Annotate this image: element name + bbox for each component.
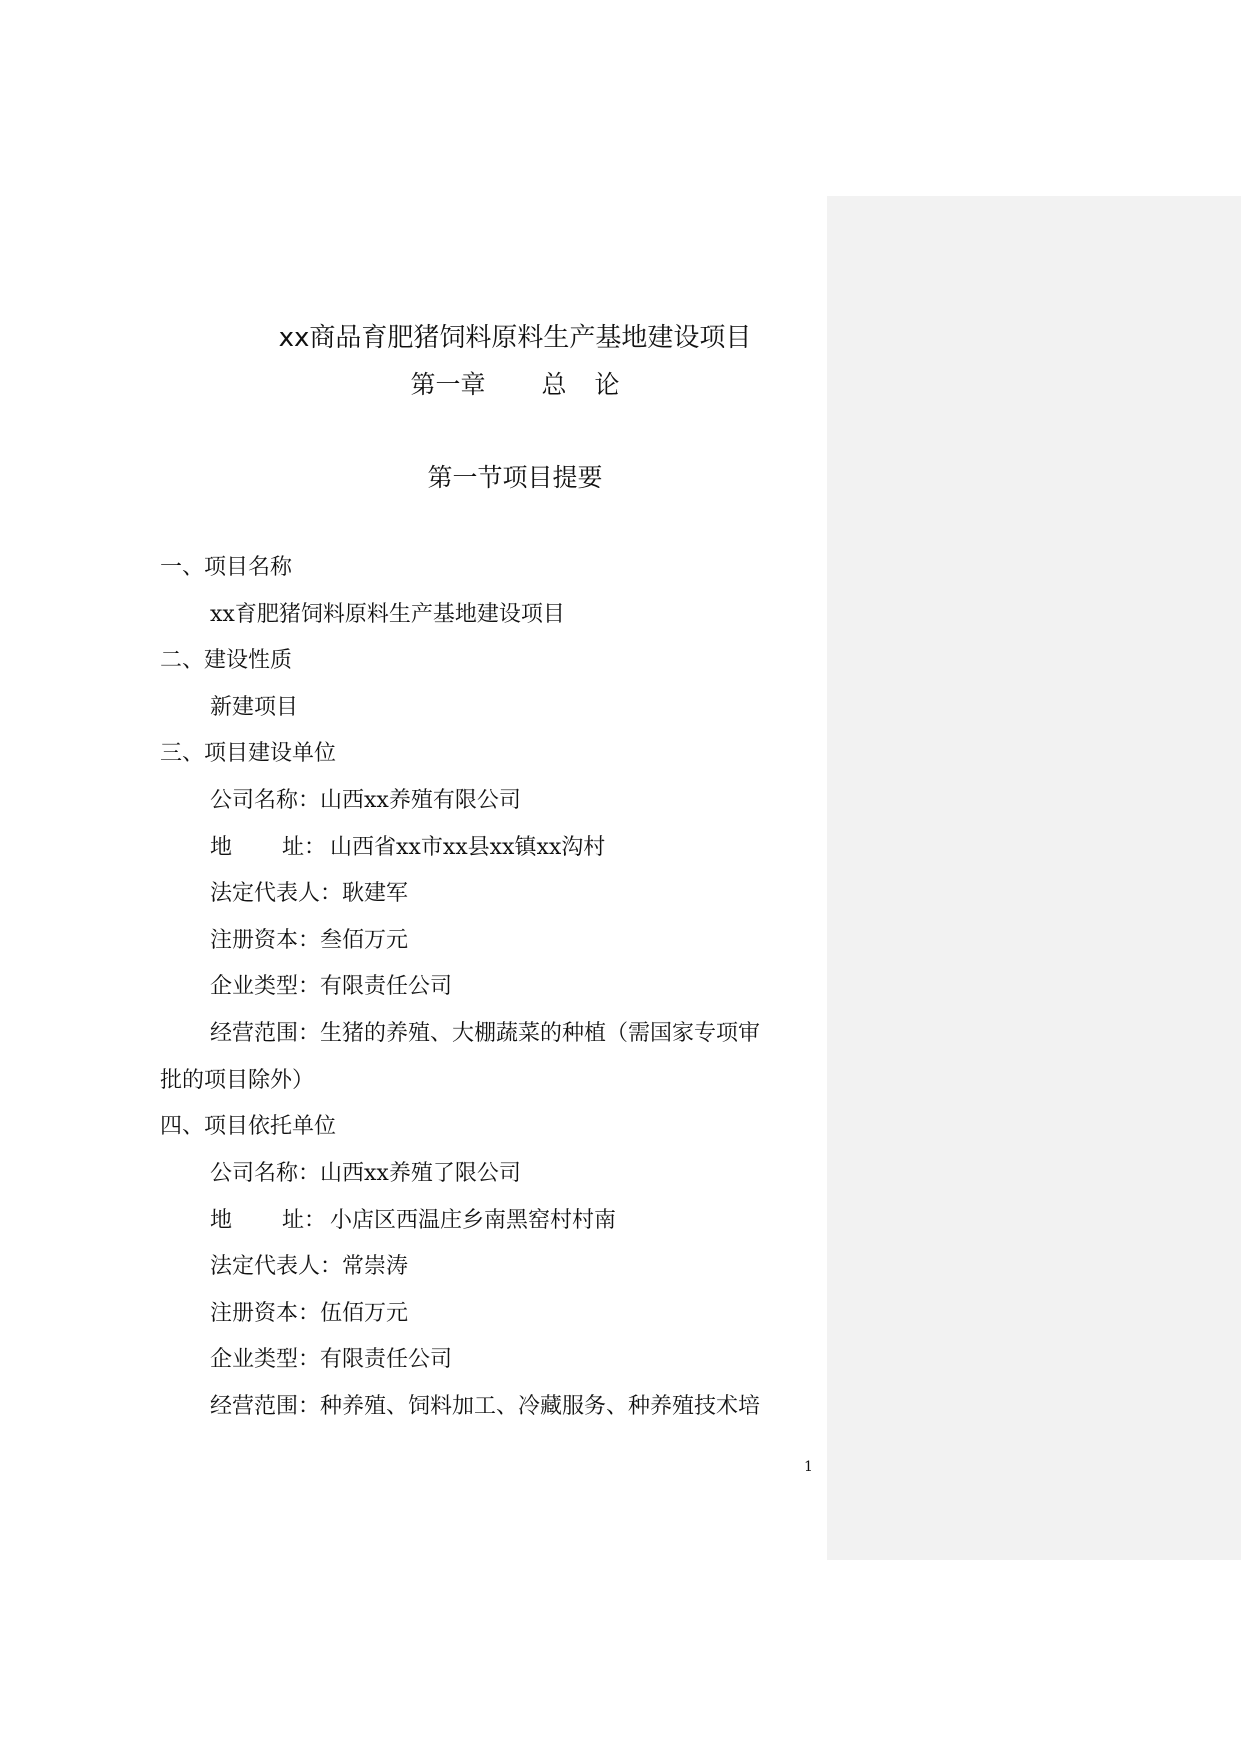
builder-rep-label: 法定代表人： <box>210 881 343 906</box>
sponsor-company-row <box>210 1158 521 1190</box>
sponsor-address-row <box>210 1205 616 1237</box>
builder-type-row <box>210 971 452 1003</box>
sponsor-scope-row <box>210 1391 760 1423</box>
heading-construction-nature: 二、建设性质 <box>160 648 293 673</box>
builder-company-label: 公司名称： <box>210 788 321 813</box>
builder-type-value: 有限责任公司 <box>320 974 453 999</box>
sponsor-company-value: 山西xx养殖了限公司 <box>320 1161 521 1186</box>
builder-scope-label: 经营范围： <box>210 1021 321 1046</box>
builder-capital-value: 叁佰万元 <box>320 928 409 953</box>
builder-scope-line-2: 批的项目除外） <box>160 1068 315 1093</box>
builder-capital-row <box>210 925 408 957</box>
document-title: xx商品育肥猪饲料原料生产基地建设项目 <box>278 323 752 353</box>
chapter-word-2: 论 <box>594 370 620 399</box>
project-name-value: xx育肥猪饲料原料生产基地建设项目 <box>210 602 565 627</box>
sponsor-type-value: 有限责任公司 <box>320 1347 453 1372</box>
chapter-label: 第一章 <box>410 370 486 399</box>
sponsor-capital-row <box>210 1298 408 1330</box>
chapter-word-1: 总 <box>541 370 567 399</box>
sponsor-address-value: 小店区西温庄乡南黑窑村村南 <box>330 1208 617 1233</box>
builder-address-label-1: 地 <box>210 835 233 860</box>
sponsor-scope-line-1: 种养殖、饲料加工、冷藏服务、种养殖技术培 <box>320 1394 761 1419</box>
heading-project-name: 一、项目名称 <box>160 555 293 580</box>
builder-type-label: 企业类型： <box>210 974 321 999</box>
sponsor-type-row <box>210 1344 452 1376</box>
construction-nature-value: 新建项目 <box>210 695 299 720</box>
sponsor-company-label: 公司名称： <box>210 1161 321 1186</box>
builder-capital-label: 注册资本： <box>210 928 321 953</box>
sponsor-address-label-2: 址： <box>282 1208 327 1233</box>
builder-rep-row <box>210 878 408 910</box>
heading-builder: 三、项目建设单位 <box>160 741 337 766</box>
builder-company-value: 山西xx养殖有限公司 <box>320 788 521 813</box>
chapter-title <box>0 365 1030 405</box>
builder-address-row <box>210 832 605 864</box>
sponsor-rep-label: 法定代表人： <box>210 1254 343 1279</box>
builder-address-value: 山西省xx市xx县xx镇xx沟村 <box>330 835 606 860</box>
builder-company-row <box>210 785 521 817</box>
builder-rep-value: 耿建军 <box>342 881 409 906</box>
sponsor-capital-value: 伍佰万元 <box>320 1301 409 1326</box>
sponsor-type-label: 企业类型： <box>210 1347 321 1372</box>
sponsor-rep-row <box>210 1251 408 1283</box>
page-number: 1 <box>804 1459 813 1475</box>
sponsor-capital-label: 注册资本： <box>210 1301 321 1326</box>
heading-sponsor: 四、项目依托单位 <box>160 1114 337 1139</box>
builder-scope-line-1: 生猪的养殖、大棚蔬菜的种植（需国家专项审 <box>320 1021 761 1046</box>
builder-address-label-2: 址： <box>282 835 327 860</box>
sponsor-scope-label: 经营范围： <box>210 1394 321 1419</box>
builder-scope-row <box>210 1018 760 1050</box>
sponsor-rep-value: 常崇涛 <box>342 1254 409 1279</box>
section-title: 第一节项目提要 <box>427 463 603 492</box>
sponsor-address-label-1: 地 <box>210 1208 233 1233</box>
